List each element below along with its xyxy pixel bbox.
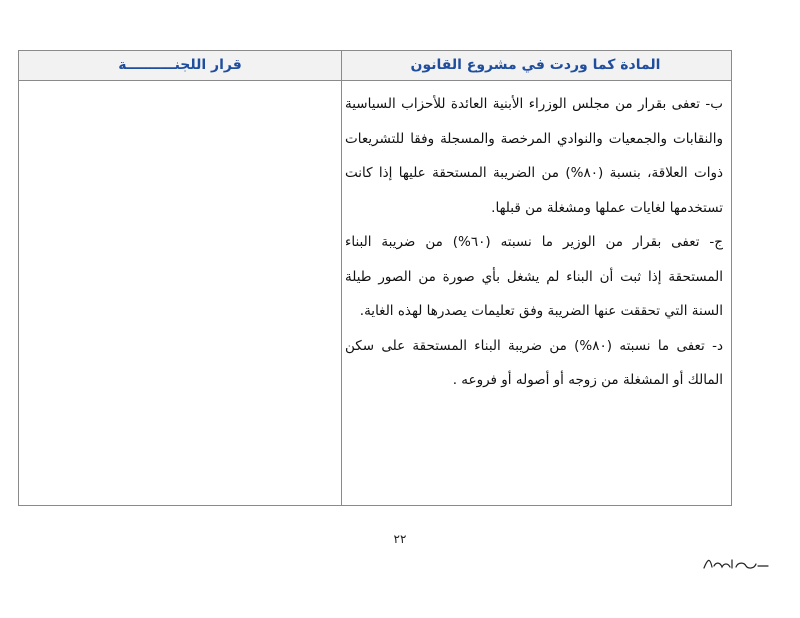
clause-b: ب- تعفى بقرار من مجلس الوزراء الأبنية العائدة للأحزاب السياسية والنقابات والجمعيات والنوادي المرخصة والمسجلة وفقا للتشريعات ذوات العلاقة، بنسبة (٨٠%) من الضريبة المستحقة عليها إذا كانت تستخدمها لغايات عملها ومشغلة من قبلها. (345, 96, 723, 216)
clause-d: د- تعفى ما نسبته (٨٠%) من ضريبة البناء المستحقة على سكن المالك أو المشغلة من زوجه أو أصوله أو فروعه . (345, 337, 723, 388)
law-article-cell (345, 87, 723, 398)
header-committee-decision: قرار اللجنــــــــــة (118, 57, 242, 73)
committee-decision-cell (19, 81, 341, 505)
signature-scribble (698, 554, 778, 574)
handwritten-initials (698, 554, 778, 574)
page-number: ٢٢ (393, 532, 407, 546)
column-divider (341, 51, 342, 505)
legislation-table (18, 50, 732, 506)
clause-j: ج- تعفى بقرار من الوزير ما نسبته (٦٠%) من ضريبة البناء المستحقة إذا ثبت أن البناء لم يشغل بأي صورة من الصور طيلة السنة التي تحققت عنها الضريبة وفق تعليمات يصدرها لهذه الغاية. (345, 234, 723, 319)
table-header-row (19, 51, 731, 81)
header-law-article: المادة كما وردت في مشروع القانون (410, 57, 661, 73)
